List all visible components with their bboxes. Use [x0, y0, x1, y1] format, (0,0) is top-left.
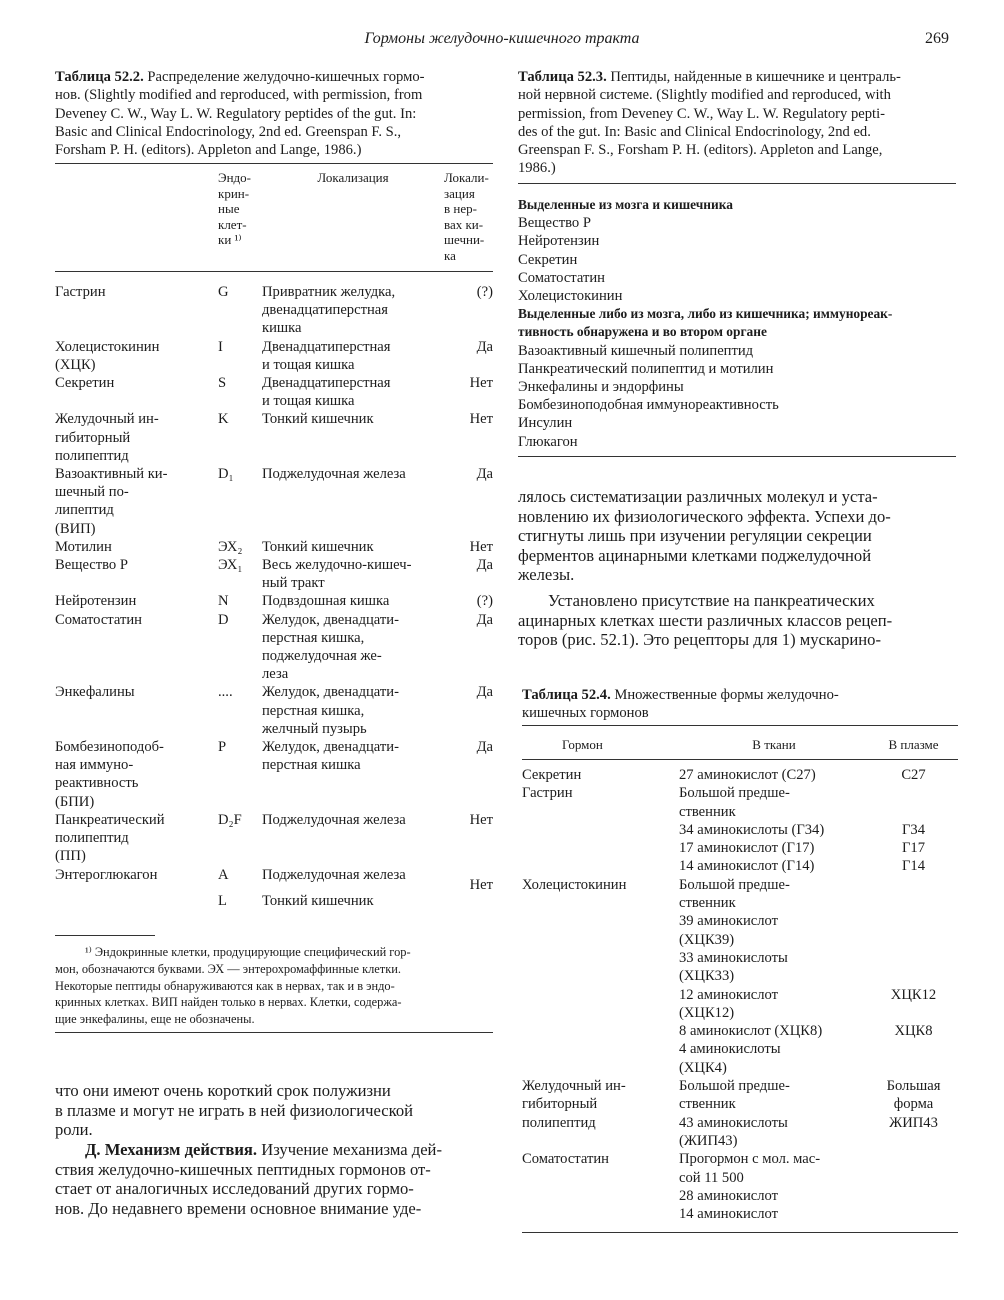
caption-text: Распределение желудочно-кишечных гормо- нов. (Slightly modified and reproduced, with permission, from Deveney C. W., Way L. W. Regulatory peptides of the gut. In: Basic and Clinical Endocrinology, 2nd ed. Greenspan F. S., Forsham P. H. (editors). Appleton and Lange, 1986.) [55, 69, 425, 159]
cells-cell: K [218, 411, 229, 428]
col-header-location: Локализация [317, 170, 389, 185]
table-52-4-caption [522, 686, 958, 723]
table-row [522, 1150, 958, 1223]
right-paragraph-1: лялось систематизации различных молекул и уста- новлению их физиологического эффекта. Успехи до- стигнуты лишь при изучении регуляции секреции ферментов ацинарными клетками поджелудочной железы. [518, 487, 891, 585]
list-item: Секретин [518, 251, 578, 268]
nerves-cell: Нет [469, 538, 493, 555]
list-item: Инсулин [518, 415, 573, 432]
table-row [55, 866, 493, 912]
cells-cell: N [218, 593, 229, 610]
cells-cell: A [218, 866, 229, 883]
location-cell: Поджелудочная железа [262, 866, 406, 883]
nerves-cell: Да [476, 611, 493, 628]
cells-cell: .... [218, 684, 233, 701]
plasma-cell [869, 949, 958, 986]
hormone-cell: Соматостатин [522, 1151, 609, 1168]
table-row [522, 949, 958, 986]
location-cell: Привратник желудка, двенадцатиперстная кишка [262, 284, 396, 337]
location-cell: Тонкий кишечник [262, 538, 374, 555]
nerves-cell: Да [476, 739, 493, 756]
table-row [55, 374, 493, 410]
hormone-cell: Желудочный ин- гибиторный полипептид [522, 1078, 626, 1131]
hormone-cell [522, 839, 679, 857]
table-row [522, 821, 958, 839]
plasma-cell: Г17 [901, 840, 926, 857]
list-item: Вещество Р [518, 215, 591, 232]
table-52-4-body [522, 766, 958, 1223]
hormone-cell: Энкефалины [55, 684, 135, 701]
table-52-3-caption [518, 68, 956, 178]
caption-label: Таблица 52.2. [55, 69, 144, 85]
location-cell: Тонкий кишечник [262, 892, 374, 909]
group-heading: Выделенные либо из мозга, либо из кишечника; иммунореак- тивность обнаружена и во втором органе [518, 306, 893, 340]
tissue-cell: 14 аминокислот (Г14) [679, 858, 815, 875]
hormone-cell: Гастрин [522, 785, 573, 802]
nerves-cell: Нет [469, 375, 493, 392]
tissue-cell: 8 аминокислот (ХЦК8) [679, 1023, 823, 1040]
plasma-cell: Г14 [901, 858, 926, 875]
hormone-cell [522, 986, 679, 1023]
location-cell: Поджелудочная железа [262, 811, 406, 828]
hormone-cell: Вазоактивный ки- шечный по- липептид (ВИП) [55, 466, 168, 537]
caption-label: Таблица 52.4. [522, 687, 611, 703]
list-item: Соматостатин [518, 269, 605, 286]
hormone-cell [522, 1040, 679, 1077]
nerves-cell: Нет [469, 876, 493, 893]
table-52-4-header [522, 736, 958, 754]
hormone-cell: Желудочный ин- гибиторный полипептид [55, 411, 159, 464]
nerves-cell: Да [476, 466, 493, 483]
table-row [55, 283, 493, 338]
nerves-cell: Да [476, 557, 493, 574]
hormone-cell: Соматостатин [55, 611, 142, 628]
location-cell: Желудок, двенадцати- перстная кишка [262, 739, 399, 774]
hormone-cell [522, 857, 679, 875]
nerves-cell: Нет [469, 811, 493, 828]
col-header-nerves: Локали- зация в нер- вах ки- шечни- ка [444, 170, 489, 263]
location-cell: Желудок, двенадцати- перстная кишка, желчный пузырь [262, 684, 399, 737]
table-row [522, 1077, 958, 1150]
location-cell: Поджелудочная железа [262, 466, 406, 483]
table-row [522, 986, 958, 1023]
running-title: Гормоны желудочно-кишечного тракта [364, 30, 640, 47]
table-row [55, 738, 493, 811]
right-paragraph-2: Установлено присутствие на панкреатических ацинарных клетках шести различных классов рецеп- торов (рис. 52.1). Это рецепторы для 1) мускарино- [518, 591, 893, 650]
table-top-rule [522, 725, 958, 726]
cells-cell: D₂F [218, 811, 242, 828]
sub-row [218, 866, 444, 884]
plasma-cell: Большая форма ЖИП43 [886, 1078, 941, 1131]
nerves-cell: Да [476, 684, 493, 701]
table-row [522, 1022, 958, 1040]
tissue-cell: Прогормон с мол. мас- сой 11 500 28 аминокислот 14 аминокислот [679, 1151, 821, 1223]
table-row [522, 912, 958, 949]
caption-text: Множественные формы желудочно- кишечных гормонов [522, 687, 839, 722]
table-row [522, 876, 958, 913]
table-52-2-body [55, 283, 493, 912]
hormone-cell: Бомбезиноподоб- ная иммуно- реактивность (БПИ) [55, 739, 164, 810]
table-row [55, 465, 493, 538]
table-row [55, 556, 493, 592]
list-item: Глюкагон [518, 433, 578, 450]
col-header-hormone: Гормон [562, 737, 603, 752]
plasma-cell [869, 1150, 958, 1223]
table-52-2-header [55, 170, 493, 264]
list-item: Нейротензин [518, 233, 600, 250]
hormone-cell [522, 949, 679, 986]
table-row [55, 811, 493, 866]
tissue-cell: 27 аминокислот (С27) [679, 767, 816, 783]
hormone-cell: Секретин [55, 375, 115, 392]
nerves-cell: Да [476, 338, 493, 355]
list-item: Вазоактивный кишечный полипептид [518, 342, 754, 359]
tissue-cell: 34 аминокислоты (Г34) [679, 821, 825, 838]
caption-label: Таблица 52.3. [518, 69, 607, 85]
col-header-tissue: В ткани [752, 737, 796, 752]
tissue-cell: 33 аминокислоты (ХЦК33) [679, 949, 788, 985]
hormone-cell: Секретин [522, 767, 582, 783]
location-cell: Весь желудочно-кишеч- ный тракт [262, 557, 412, 592]
list-item: Панкреатический полипептид и мотилин [518, 360, 774, 377]
table-row [522, 1040, 958, 1077]
plasma-cell [869, 912, 958, 949]
table-bottom-rule [55, 1032, 493, 1033]
table-bottom-rule [522, 1232, 958, 1233]
tissue-cell: 12 аминокислот (ХЦК12) [679, 986, 779, 1021]
hormone-cell: Панкреатический полипептид (ПП) [55, 811, 165, 865]
hormone-cell: Гастрин [55, 284, 106, 300]
cells-cell: G [218, 284, 229, 300]
list-item: Бомбезиноподобная иммунореактивность [518, 397, 779, 414]
caption-text: Пептиды, найденные в кишечнике и централь- ной нервной системе. (Slightly modified and reproduced, with permission, from Deveney C. W., Way L. W. Regulatory pepti- des of the gut. In: Basic and Clinical Endocrinology, 2nd ed. Greenspan F. S., Forsham P. H. (editors). Appleton and Lange, 1986.) [518, 69, 901, 177]
paragraph-text: Изучение механизма дей- ствия желудочно-кишечных пептидных гормонов от- стает от аналогичных исследований других гормо- нов. До недавнего времени основное внимание уде- [55, 1140, 442, 1218]
location-cell: Двенадцатиперстная и тощая кишка [262, 375, 391, 410]
plasma-cell: ХЦК8 [894, 1023, 933, 1040]
table-top-rule [55, 163, 493, 164]
table-row [55, 410, 493, 465]
plasma-cell: С27 [901, 767, 926, 783]
tissue-cell: 17 аминокислот (Г17) [679, 840, 815, 857]
table-row [55, 538, 493, 556]
table-row [55, 338, 493, 374]
hormone-cell [522, 1022, 679, 1040]
tissue-cell: 39 аминокислот (ХЦК39) [679, 913, 779, 948]
table-bottom-rule [518, 456, 956, 457]
plasma-cell [869, 876, 958, 913]
plasma-cell [869, 784, 958, 821]
hormone-cell: Нейротензин [55, 593, 137, 610]
cells-cell: I [218, 338, 223, 355]
table-52-3-body [518, 196, 956, 451]
section-heading: Д. Механизм действия. [85, 1140, 258, 1159]
plasma-cell: Г34 [901, 821, 926, 838]
hormone-cell: Холецистокинин (ХЦК) [55, 338, 160, 373]
col-header-cells: Эндо- крин- ные клет- ки ¹⁾ [218, 170, 251, 248]
cells-location-pair [218, 866, 444, 912]
hormone-cell [522, 821, 679, 839]
location-cell: Подвздошная кишка [262, 593, 390, 610]
nerves-cell: (?) [476, 593, 493, 610]
group-heading: Выделенные из мозга и кишечника [518, 197, 733, 212]
list-item: Энкефалины и эндорфины [518, 379, 684, 396]
hormone-cell [522, 912, 679, 949]
cells-cell: P [218, 739, 227, 756]
hormone-cell: Холецистокинин [522, 876, 627, 893]
table-row [522, 839, 958, 857]
table-row [522, 857, 958, 875]
col-header-plasma: В плазме [888, 737, 939, 752]
page-number: 269 [925, 30, 949, 47]
left-paragraph-1: что они имеют очень короткий срок полужизни в плазме и могут не играть в ней физиологической роли. [55, 1081, 414, 1140]
tissue-cell: Большой предше- ственник 43 аминокислоты (ЖИП43) [679, 1078, 790, 1149]
plasma-cell [869, 1040, 958, 1077]
nerves-cell: Нет [469, 411, 493, 428]
plasma-cell: ХЦК12 [890, 986, 937, 1003]
tissue-cell: Большой предше- ственник [679, 785, 790, 820]
location-cell: Двенадцатиперстная и тощая кишка [262, 338, 391, 373]
cells-cell: D [218, 611, 229, 628]
location-cell: Тонкий кишечник [262, 411, 374, 428]
table-header-rule [522, 759, 958, 760]
left-paragraph-2 [55, 1140, 495, 1218]
hormone-cell: Вещество Р [55, 557, 128, 574]
hormone-cell: Мотилин [55, 538, 112, 555]
location-cell: Желудок, двенадцати- перстная кишка, поджелудочная же- леза [262, 611, 399, 683]
sub-row [218, 892, 444, 910]
cells-cell: ЭХ₁ [218, 557, 243, 574]
table-row [55, 611, 493, 684]
table-top-rule [518, 183, 956, 184]
footnote-rule [55, 935, 155, 936]
tissue-cell: 4 аминокислоты (ХЦК4) [679, 1041, 781, 1076]
table-row [55, 683, 493, 738]
table-52-2-caption [55, 68, 493, 159]
table-row [522, 784, 958, 821]
hormone-cell: Энтероглюкагон [55, 866, 158, 883]
cells-cell: ЭХ₂ [218, 538, 243, 555]
cells-cell: D₁ [218, 466, 234, 483]
tissue-cell: Большой предше- ственник [679, 876, 790, 912]
cells-cell: S [218, 375, 227, 392]
cells-cell: L [218, 892, 227, 909]
nerves-cell: (?) [476, 284, 493, 300]
table-footnote: ¹⁾ Эндокринные клетки, продуцирующие специфический гор- мон, обозначаются буквами. ЭХ — энтерохромаффинные клетки. Некоторые пептиды обнаруживаются как в нервах, так и в эндо- кринных клетках. ВИП найден только в нервах. Клетки, содержа- щие энкефалины, еще не обозначены. [55, 945, 411, 1027]
table-header-rule [55, 271, 493, 272]
table-row [55, 592, 493, 610]
table-row [522, 766, 958, 784]
list-item: Холецистокинин [518, 288, 623, 305]
